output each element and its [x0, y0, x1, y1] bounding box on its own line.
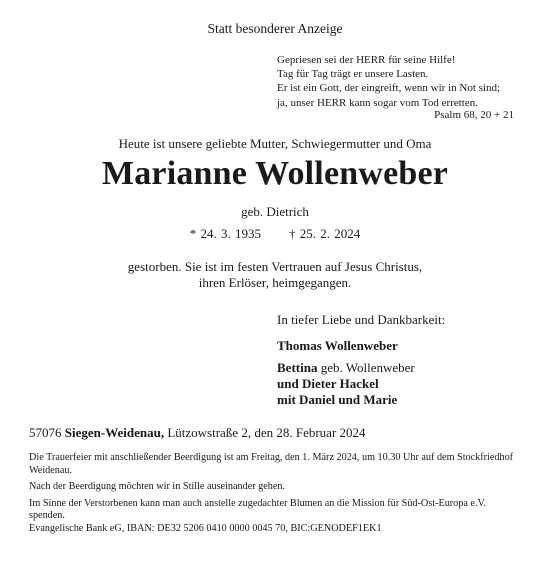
mourner-dieter: und Dieter Hackel — [277, 376, 379, 391]
address-zip: 57076 — [29, 425, 65, 440]
birth-date: * 24. 3. 1935 — [189, 226, 261, 241]
address-line — [29, 425, 366, 441]
psalm-line: ja, unser HERR kann sogar vom Tod erretten. — [277, 96, 478, 109]
deceased-name: Marianne Wollenweber — [101, 155, 449, 192]
notice-header: Statt besonderer Anzeige — [207, 21, 343, 36]
mourner-grandchildren: mit Daniel und Marie — [277, 392, 398, 407]
psalm-reference: Psalm 68, 20 + 21 — [434, 109, 514, 121]
mourner-first-name: Bettina — [277, 360, 318, 375]
funeral-notes — [29, 452, 524, 540]
life-dates — [0, 226, 550, 242]
mourner-thomas: Thomas Wollenweber — [277, 338, 398, 353]
psalm-line: Er ist ein Gott, der eingreift, wenn wir in Not sind; — [277, 82, 501, 95]
death-date: † 25. 2. 2024 — [289, 226, 361, 241]
message-line: gestorben. Sie ist im festen Vertrauen auf Jesus Christus, — [127, 259, 423, 274]
psalm-line: Tag für Tag trägt er unsere Lasten. — [277, 68, 429, 81]
mourners-block — [277, 312, 445, 408]
address-street-date: Lützowstraße 2, den 28. Februar 2024 — [164, 425, 366, 440]
message-line: ihren Erlöser, heimgegangen. — [198, 275, 352, 290]
donation-info: Im Sinne der Verstorbenen kann man auch anstelle zugedachter Blumen an die Mission für Süd-Ost-Europa e.V. spenden. — [29, 497, 487, 522]
address-city: Siegen-Weidenau, — [64, 425, 165, 440]
mourner-bettina — [277, 360, 445, 376]
funeral-info: Die Trauerfeier mit anschließender Beerdigung ist am Freitag, den 1. März 2024, um 10.30 Uhr auf dem Stockfriedhof Weidenau. — [29, 452, 514, 476]
mourners-intro: In tiefer Liebe und Dankbarkeit: — [277, 312, 446, 327]
silence-info: Nach der Beerdigung möchten wir in Stille auseinander gehen. — [29, 481, 286, 493]
birth-name: geb. Dietrich — [241, 204, 309, 219]
mourner-birth-name: geb. Wollenweber — [317, 360, 415, 375]
bank-info: Evangelische Bank eG, IBAN: DE32 5206 0410 0000 0045 70, BIC:GENODEF1EK1 — [29, 522, 382, 534]
psalm-line: Gepriesen sei der HERR für seine Hilfe! — [277, 54, 456, 66]
intro-line: Heute ist unsere geliebte Mutter, Schwiegermutter und Oma — [118, 136, 432, 151]
psalm-quote — [277, 53, 500, 110]
passing-message — [0, 259, 550, 291]
